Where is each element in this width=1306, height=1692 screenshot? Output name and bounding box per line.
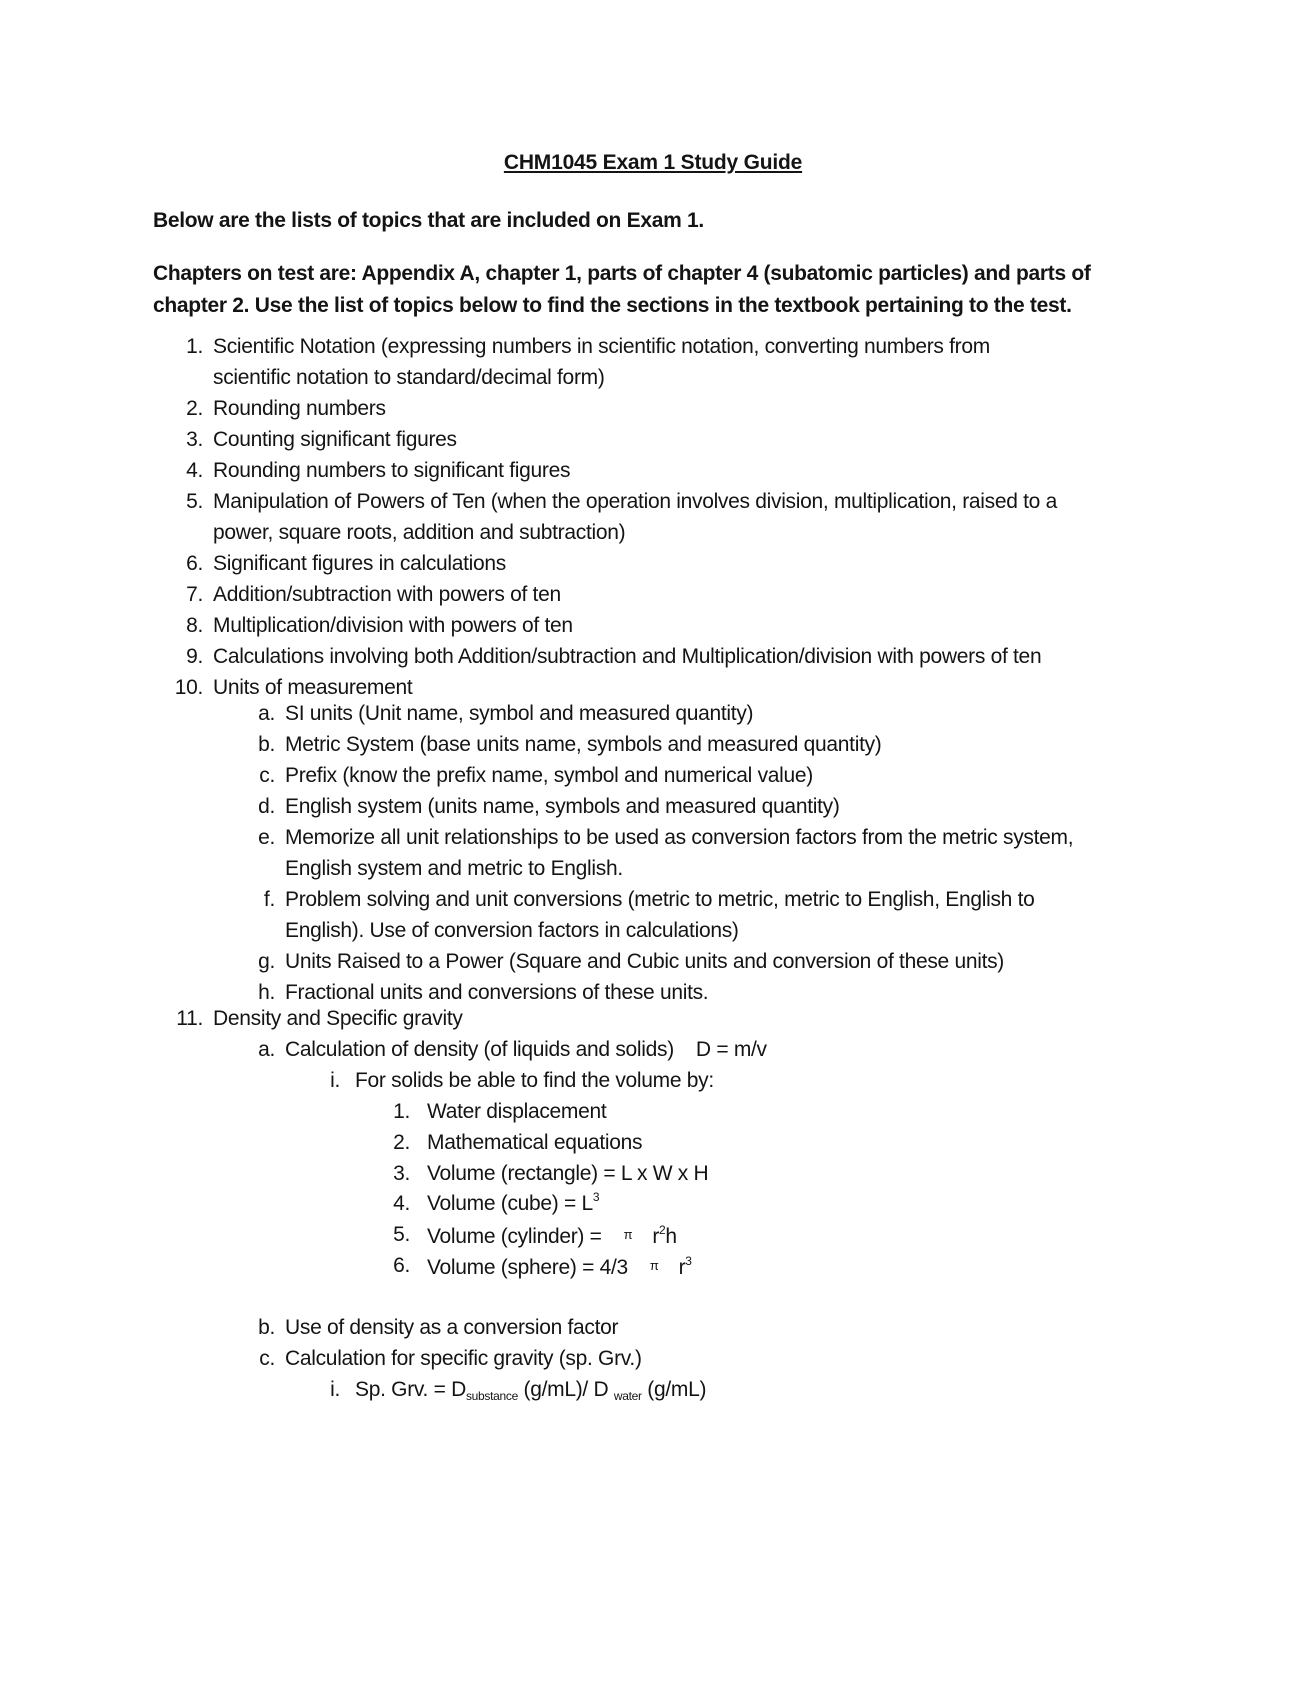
list-marker: c.: [259, 1347, 275, 1370]
list-text: Rounding numbers: [213, 397, 386, 420]
pi-symbol: π: [623, 1227, 633, 1242]
list-marker: 3.: [186, 428, 203, 451]
list-marker: 6.: [393, 1254, 410, 1277]
list-marker: f.: [263, 888, 275, 911]
pi-symbol: π: [649, 1258, 659, 1273]
list-text: Scientific Notation (expressing numbers in scientific notation, converting numbers from: [213, 335, 990, 358]
list-text: Fractional units and conversions of these units.: [285, 981, 709, 1004]
list-marker: e.: [258, 826, 275, 849]
list-marker: a.: [258, 702, 275, 725]
list-text: Volume (cube) = $L^3$: [427, 1190, 600, 1215]
list-marker: c.: [259, 764, 275, 787]
list-marker: 4.: [393, 1192, 410, 1215]
list-text: Prefix (know the prefix name, symbol and numerical value): [285, 764, 813, 787]
list-text: Use of density as a conversion factor: [285, 1316, 619, 1339]
list-text: Rounding numbers to significant figures: [213, 459, 571, 482]
list-marker: 11.: [176, 1007, 203, 1030]
list-text: For solids be able to find the volume by:: [355, 1069, 714, 1092]
list-text: Mathematical equations: [427, 1131, 643, 1154]
list-text: English system and metric to English.: [285, 857, 623, 880]
list-marker: 1.: [186, 335, 203, 358]
list-text: English). Use of conversion factors in calculations): [285, 919, 739, 942]
list-text: Addition/subtraction with powers of ten: [213, 583, 561, 606]
list-marker: 4.: [186, 459, 203, 482]
list-marker: 5.: [186, 490, 203, 513]
intro-paragraph: Below are the lists of topics that are included on Exam 1.: [153, 209, 704, 232]
list-marker: a.: [258, 1038, 275, 1061]
specific-gravity-formula: Sp. Grv. = $D_{substance}$ (g/mL)/ D $_{water}$ (g/mL): [355, 1378, 707, 1403]
list-text: Volume (sphere) = 4/3 π $r^3$: [427, 1254, 692, 1279]
list-marker: 5.: [393, 1223, 410, 1246]
list-marker: b.: [258, 733, 275, 756]
list-text: Calculations involving both Addition/subtraction and Multiplication/division with powers of ten: [213, 645, 1042, 668]
list-text: Calculation for specific gravity (sp. Grv.): [285, 1347, 642, 1370]
list-marker: 10.: [174, 676, 203, 699]
list-marker: 2.: [393, 1131, 410, 1154]
list-text: power, square roots, addition and subtraction): [213, 521, 626, 544]
density-formula: D = m/v: [695, 1038, 767, 1061]
list-text: Problem solving and unit conversions (metric to metric, metric to English, English to: [285, 888, 1035, 911]
list-marker: h.: [258, 981, 275, 1004]
list-text: scientific notation to standard/decimal form): [213, 366, 605, 389]
list-marker: 2.: [186, 397, 203, 420]
list-text: Metric System (base units name, symbols and measured quantity): [285, 733, 882, 756]
list-marker: 8.: [186, 614, 203, 637]
chapters-paragraph: Chapters on test are: Appendix A, chapter 1, parts of chapter 4 (subatomic particles) and parts of chapter 2. Use the list of topics below to find the sections in the textbook pertaining to the test.: [153, 262, 1091, 317]
list-text: Counting significant figures: [213, 428, 457, 451]
list-marker: g.: [258, 950, 275, 973]
list-marker: 3.: [393, 1162, 410, 1185]
list-text: Water displacement: [427, 1100, 607, 1123]
list-text: Volume (rectangle) = L x W x H: [427, 1162, 709, 1185]
list-text: Units of measurement: [213, 676, 413, 699]
list-text: Density and Specific gravity: [213, 1007, 463, 1030]
list-text: Significant figures in calculations: [213, 552, 506, 575]
list-marker: b.: [258, 1316, 275, 1339]
list-text: Memorize all unit relationships to be used as conversion factors from the metric system,: [285, 826, 1074, 849]
list-text: English system (units name, symbols and measured quantity): [285, 795, 840, 818]
list-marker: i.: [330, 1069, 340, 1092]
list-text: SI units (Unit name, symbol and measured quantity): [285, 702, 754, 725]
list-marker: 1.: [393, 1100, 410, 1123]
list-marker: 6.: [186, 552, 203, 575]
list-text: Manipulation of Powers of Ten (when the operation involves division, multiplication, raised to a: [213, 490, 1057, 513]
list-marker: d.: [258, 795, 275, 818]
list-marker: 9.: [186, 645, 203, 668]
list-marker: i.: [330, 1378, 340, 1401]
list-text: Calculation of density (of liquids and solids) D = m/v: [285, 1038, 767, 1061]
list-marker: 7.: [186, 583, 203, 606]
list-text: Units Raised to a Power (Square and Cubic units and conversion of these units): [285, 950, 1005, 973]
page-title: CHM1045 Exam 1 Study Guide: [503, 151, 803, 174]
list-text: Multiplication/division with powers of ten: [213, 614, 573, 637]
list-text: Volume (cylinder) = π $r^2h$: [427, 1223, 677, 1248]
